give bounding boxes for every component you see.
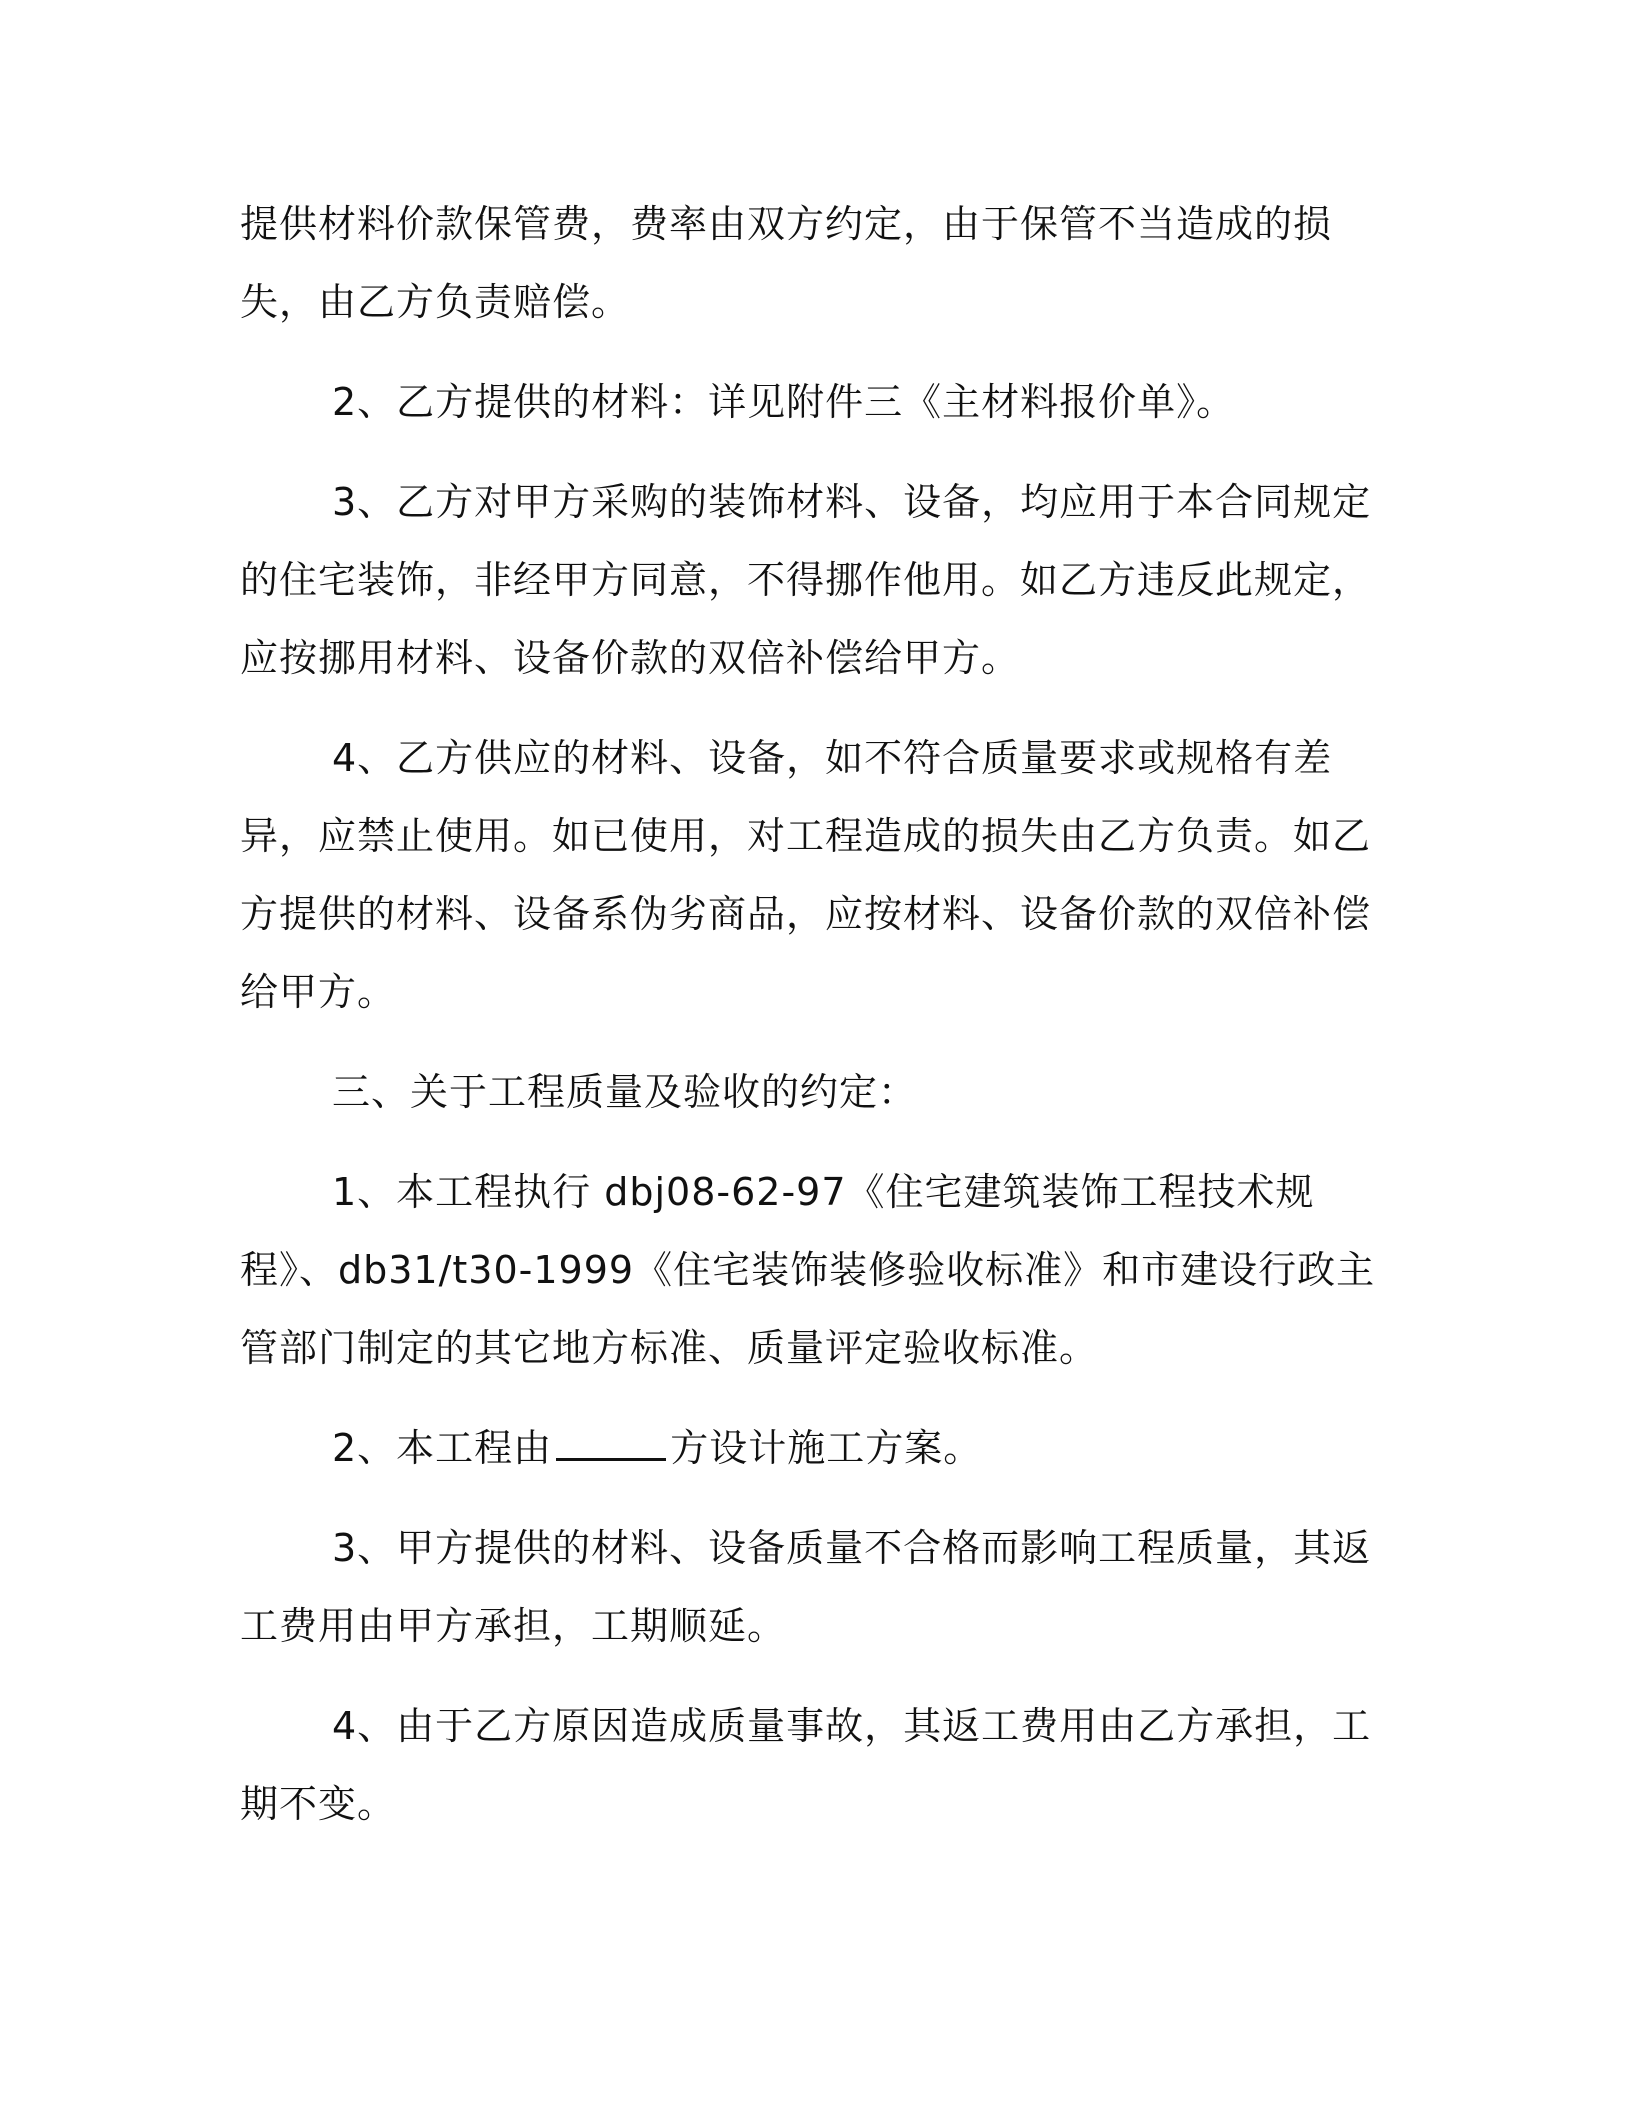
paragraph-clause-4-material-quality: 4、乙方供应的材料、设备，如不符合质量要求或规格有差异，应禁止使用。如已使用，对工程造成的损失由乙方负责。如乙方提供的材料、设备系伪劣商品，应按材料、设备价款的双倍补偿给甲方。 xyxy=(240,736,1372,1014)
clause-2-text-before: 2、本工程由 xyxy=(332,1426,553,1470)
paragraph-clause-3-material-usage: 3、乙方对甲方采购的装饰材料、设备，均应用于本合同规定的住宅装饰，非经甲方同意，不得挪作他用。如乙方违反此规定，应按挪用材料、设备价款的双倍补偿给甲方。 xyxy=(240,480,1372,680)
paragraph-clause-2-yi-materials: 2、乙方提供的材料：详见附件三《主材料报价单》。 xyxy=(332,380,1236,424)
paragraph-material-storage-fee: 提供材料价款保管费，费率由双方约定，由于保管不当造成的损失，由乙方负责赔偿。 xyxy=(240,202,1333,324)
paragraph-quality-clause-2-design xyxy=(240,1409,1380,1487)
document-body xyxy=(240,185,1380,1843)
section-heading-quality-acceptance: 三、关于工程质量及验收的约定： xyxy=(332,1070,918,1114)
paragraph-quality-clause-1-standards: 1、本工程执行 dbj08-62-97《住宅建筑装饰工程技术规程》、db31/t30-1999《住宅装饰装修验收标准》和市建设行政主管部门制定的其它地方标准、质量评定验收标准。 xyxy=(240,1170,1376,1370)
clause-2-text-after: 方设计施工方案。 xyxy=(670,1426,983,1470)
fill-in-blank[interactable] xyxy=(556,1428,666,1461)
paragraph-quality-clause-3-jia-materials: 3、甲方提供的材料、设备质量不合格而影响工程质量，其返工费用由甲方承担，工期顺延。 xyxy=(240,1526,1372,1648)
paragraph-quality-clause-4-yi-accident: 4、由于乙方原因造成质量事故，其返工费用由乙方承担，工期不变。 xyxy=(240,1704,1372,1826)
